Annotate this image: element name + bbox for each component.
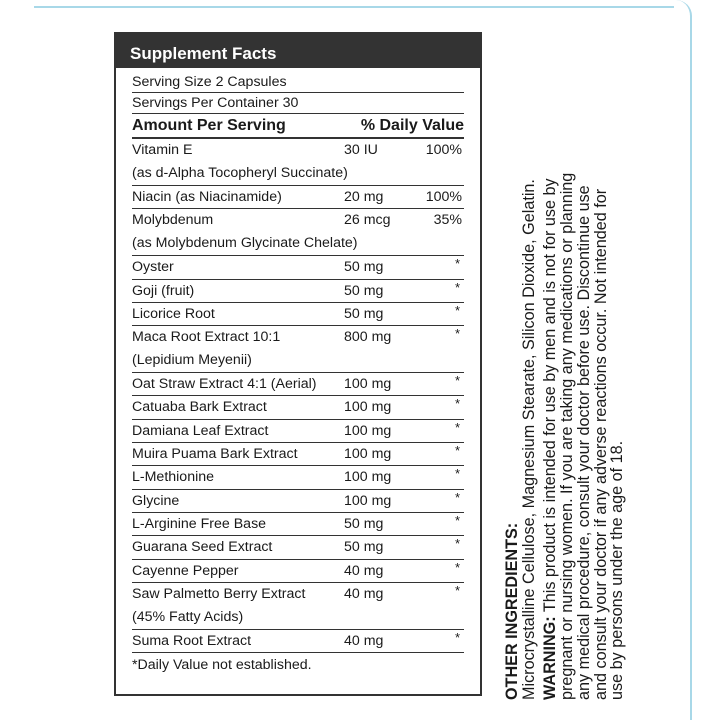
ingredient-row [132, 420, 464, 443]
ingredient-amount: 40 mg [344, 585, 384, 602]
warning-line-2: pregnant or nursing women. If you are taking any medications or planning [557, 172, 576, 700]
ingredient-name: L-Arginine Free Base [132, 515, 267, 532]
ingredient-row [132, 536, 464, 559]
ingredient-source: (Lepidium Meyenii) [132, 352, 252, 369]
other-ingredients-label: OTHER INGREDIENTS: [503, 522, 521, 700]
ingredient-name: Goji (fruit) [132, 282, 195, 299]
ingredient-source: (45% Fatty Acids) [132, 608, 244, 625]
ingredient-daily-value: 100% [425, 142, 462, 158]
ingredient-amount: 20 mg [344, 189, 384, 205]
ingredient-row [132, 139, 464, 186]
ingredient-table [132, 139, 464, 653]
ingredient-row [132, 443, 464, 466]
ingredient-row [132, 326, 464, 373]
daily-value-footnote: *Daily Value not established. [132, 657, 312, 674]
ingredient-daily-value: 100% [425, 189, 462, 205]
column-header [132, 114, 464, 139]
supplement-facts-panel [114, 32, 482, 696]
ingredient-row [132, 583, 464, 630]
ingredient-amount: 26 mcg [344, 212, 391, 229]
warning-label: WARNING: [540, 616, 559, 700]
ingredient-row [132, 280, 464, 303]
ingredient-name: Guarana Seed Extract [132, 539, 273, 556]
ingredient-row [132, 630, 464, 653]
warning-text-1: This product is intended for use by men and is not for use by [540, 178, 559, 613]
ingredient-row [132, 466, 464, 489]
ingredient-name: Cayenne Pepper [132, 562, 239, 579]
ingredient-amount: 100 mg [344, 469, 392, 486]
warning-line-1 [542, 60, 559, 700]
ingredient-row [132, 186, 464, 209]
ingredient-name: Catuaba Bark Extract [132, 399, 267, 416]
other-ingredients-text: Microcrystalline Cellulose, Magnesium Stearate, Silicon Dioxide, Gelatin. [519, 179, 538, 700]
ingredient-amount: 50 mg [344, 539, 384, 556]
ingredient-amount: 40 mg [344, 562, 384, 579]
ingredient-daily-value: * [454, 489, 460, 505]
ingredient-name: Oat Straw Extract 4:1 (Aerial) [132, 376, 317, 393]
ingredient-source: (as d-Alpha Tocopheryl Succinate) [132, 165, 348, 181]
ingredient-name: Molybdenum [132, 212, 214, 229]
ingredient-source: (as Molybdenum Glycinate Chelate) [132, 235, 358, 252]
warning-line-3: any medical procedure, consult your doctor before use. Discontinue use [574, 185, 593, 700]
amount-header: Amount Per Serving [132, 117, 286, 134]
warning-line-5: use by persons under the age of 18. [608, 440, 627, 700]
ingredient-amount: 100 mg [344, 399, 392, 416]
ingredient-daily-value: * [454, 559, 460, 575]
ingredient-daily-value: * [454, 279, 460, 295]
ingredient-name: Licorice Root [132, 305, 215, 322]
ingredient-amount: 100 mg [344, 446, 392, 463]
ingredient-name: Niacin (as Niacinamide) [132, 189, 282, 205]
ingredient-name: Oyster [132, 259, 174, 276]
ingredient-daily-value: * [454, 302, 460, 318]
ingredient-amount: 50 mg [344, 515, 384, 532]
ingredient-amount: 100 mg [344, 376, 392, 393]
warning-line-4: and consult your doctor if any adverse reactions occur. Not intended for [591, 188, 610, 700]
ingredient-name: Maca Root Extract 10:1 [132, 329, 281, 346]
ingredient-row [132, 490, 464, 513]
ingredient-amount: 50 mg [344, 259, 384, 276]
servings-per-container: Servings Per Container 30 [132, 93, 464, 114]
ingredient-name: Vitamin E [132, 142, 193, 158]
ingredient-daily-value: * [454, 443, 460, 459]
ingredient-amount: 40 mg [344, 632, 384, 649]
warning-block [542, 60, 627, 700]
ingredient-daily-value: * [454, 466, 460, 482]
side-text-area [504, 60, 684, 700]
ingredient-amount: 50 mg [344, 305, 384, 322]
ingredient-daily-value: * [454, 326, 460, 342]
ingredient-name: Damiana Leaf Extract [132, 422, 269, 439]
ingredient-row [132, 373, 464, 396]
ingredient-daily-value: * [454, 373, 460, 389]
ingredient-row [132, 303, 464, 326]
serving-size: Serving Size 2 Capsules [132, 72, 464, 93]
ingredient-name: L-Methionine [132, 469, 215, 486]
label-frame-top [34, 0, 674, 8]
ingredient-amount: 100 mg [344, 422, 392, 439]
ingredient-amount: 800 mg [344, 329, 392, 346]
rotated-label-text [504, 60, 684, 700]
ingredient-amount: 30 IU [344, 142, 378, 158]
ingredient-name: Glycine [132, 492, 180, 509]
ingredient-row [132, 396, 464, 419]
ingredient-row [132, 560, 464, 583]
ingredient-row [132, 209, 464, 256]
ingredient-amount: 50 mg [344, 282, 384, 299]
ingredient-amount: 100 mg [344, 492, 392, 509]
ingredient-name: Muira Puama Bark Extract [132, 446, 298, 463]
ingredient-name: Saw Palmetto Berry Extract [132, 585, 306, 602]
ingredient-name: Suma Root Extract [132, 632, 252, 649]
panel-title: Supplement Facts [116, 34, 480, 68]
ingredient-daily-value: * [454, 536, 460, 552]
ingredient-daily-value: * [454, 256, 460, 272]
daily-value-header: % Daily Value [360, 117, 464, 134]
ingredient-daily-value: * [454, 419, 460, 435]
ingredient-daily-value: * [454, 582, 460, 598]
ingredient-daily-value: * [454, 629, 460, 645]
ingredient-daily-value: * [454, 396, 460, 412]
ingredient-daily-value: * [454, 512, 460, 528]
ingredient-daily-value: 35% [433, 212, 462, 229]
ingredient-row [132, 256, 464, 279]
ingredient-row [132, 513, 464, 536]
